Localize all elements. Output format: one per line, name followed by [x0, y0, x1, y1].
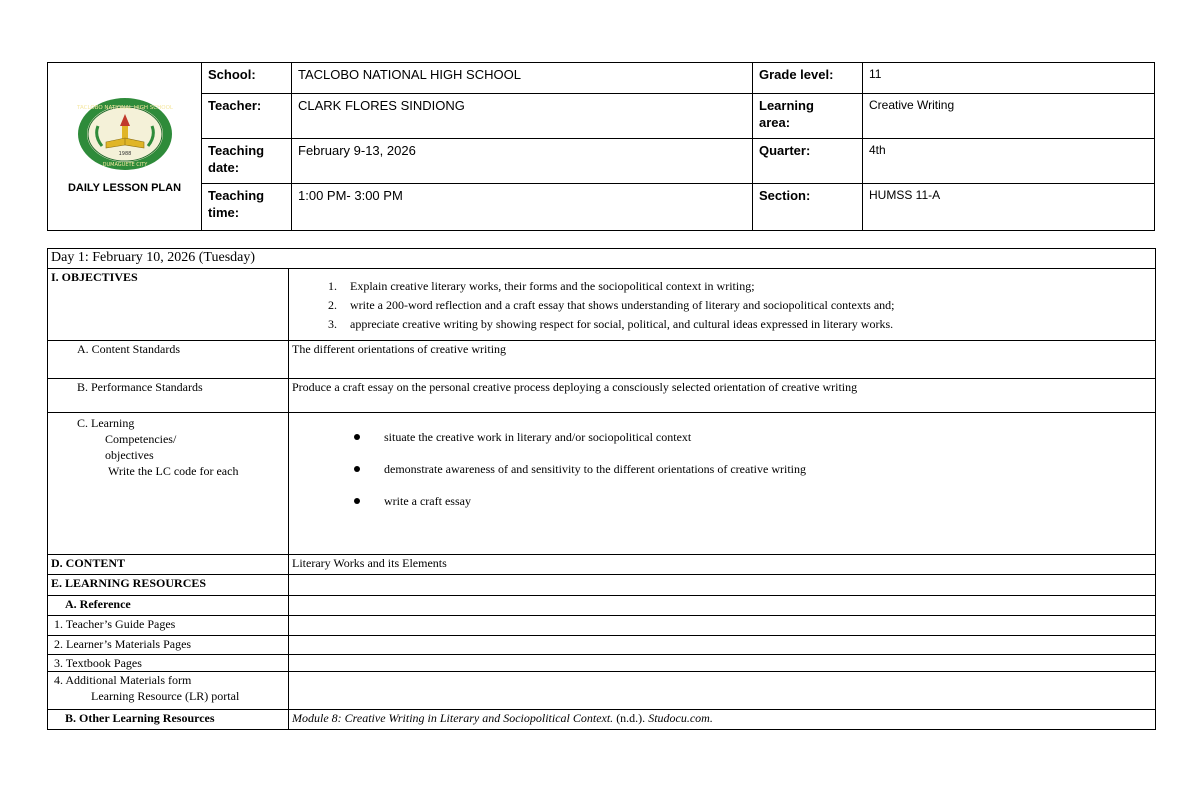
performance-standards-value: Produce a craft essay on the personal creative process deploying a consciously selected orientation of creative writing	[289, 379, 1156, 413]
other-resources-title: Module 8: Creative Writing in Literary and Sociopolitical Context.	[292, 711, 614, 725]
textbook-pages-label-text: 3. Textbook Pages	[54, 656, 142, 670]
teaching-time-label	[202, 184, 292, 231]
competency-text: write a craft essay	[384, 494, 471, 508]
competencies-cell	[289, 413, 1156, 555]
learners-materials-value	[289, 636, 1156, 655]
objective-item: 3. appreciate creative writing by showing respect for social, political, and cultural ideas expressed in literary works.	[340, 315, 1152, 334]
competencies-list	[292, 429, 1152, 509]
grade-level-label: Grade level:	[753, 63, 863, 94]
teaching-time-label-line2: time:	[208, 205, 240, 220]
competencies-label	[48, 413, 289, 555]
competency-text: demonstrate awareness of and sensitivity to the different orientations of creative writing	[384, 462, 806, 476]
teachers-guide-label	[48, 616, 289, 636]
content-standards-value: The different orientations of creative writing	[289, 341, 1156, 379]
section-label: Section:	[753, 184, 863, 231]
performance-standards-label	[48, 379, 289, 413]
bullet-icon	[354, 498, 360, 504]
textbook-pages-value	[289, 655, 1156, 672]
other-resources-date: (n.d.).	[613, 711, 649, 725]
competencies-label-line3: objectives	[105, 448, 154, 462]
lesson-table	[47, 248, 1156, 730]
header-table	[47, 62, 1155, 231]
seal-ring-top-text: TACLOBO NATIONAL HIGH SCHOOL	[76, 105, 173, 111]
competency-text: situate the creative work in literary and/or sociopolitical context	[384, 430, 692, 444]
teaching-date-label-line1: Teaching	[208, 143, 265, 158]
teaching-time-label-line1: Teaching	[208, 188, 265, 203]
teachers-guide-value	[289, 616, 1156, 636]
content-value: Literary Works and its Elements	[289, 555, 1156, 575]
competency-item	[354, 493, 1152, 509]
learning-resources-label: E. LEARNING RESOURCES	[48, 575, 289, 596]
school-seal-icon	[76, 96, 174, 172]
learning-area-label-line1: Learning	[759, 98, 814, 113]
school-value: TACLOBO NATIONAL HIGH SCHOOL	[292, 63, 753, 94]
day-title: Day 1: February 10, 2026 (Tuesday)	[48, 249, 1156, 269]
competencies-label-line1: C. Learning	[77, 416, 135, 430]
reference-label	[48, 596, 289, 616]
teacher-label: Teacher:	[202, 94, 292, 139]
teaching-date-label	[202, 139, 292, 184]
other-resources-label-text: B. Other Learning Resources	[65, 711, 215, 725]
objectives-label: I. OBJECTIVES	[48, 269, 289, 341]
textbook-pages-label	[48, 655, 289, 672]
other-resources-label	[48, 710, 289, 730]
school-label: School:	[202, 63, 292, 94]
additional-materials-label	[48, 672, 289, 710]
learning-area-label-line2: area:	[759, 115, 791, 130]
seal-ring-bottom-text: DUMAGUETE CITY	[102, 162, 147, 168]
teaching-date-value: February 9-13, 2026	[292, 139, 753, 184]
section-value: HUMSS 11-A	[863, 184, 1155, 231]
content-label: D. CONTENT	[48, 555, 289, 575]
teaching-time-value: 1:00 PM- 3:00 PM	[292, 184, 753, 231]
seal-year-text: 1988	[118, 151, 131, 157]
teachers-guide-label-text: 1. Teacher’s Guide Pages	[54, 617, 176, 631]
competency-item	[354, 461, 1152, 477]
reference-label-text: A. Reference	[65, 597, 131, 611]
learners-materials-label	[48, 636, 289, 655]
additional-materials-label-line1: 4. Additional Materials form	[54, 673, 192, 687]
learning-area-value: Creative Writing	[863, 94, 1155, 139]
teaching-date-label-line2: date:	[208, 160, 240, 175]
objective-item: 2. write a 200-word reflection and a craft essay that shows understanding of literary and sociopolitical contexts and;	[340, 296, 1152, 315]
additional-materials-label-line2: Learning Resource (LR) portal	[91, 689, 240, 703]
document-title: DAILY LESSON PLAN	[67, 182, 182, 194]
quarter-label: Quarter:	[753, 139, 863, 184]
performance-standards-label-text: B. Performance Standards	[77, 380, 203, 394]
competencies-label-line2: Competencies/	[105, 432, 177, 446]
bullet-icon	[354, 434, 360, 440]
quarter-value: 4th	[863, 139, 1155, 184]
learners-materials-label-text: 2. Learner’s Materials Pages	[54, 637, 192, 651]
grade-level-value: 11	[863, 63, 1155, 94]
content-standards-label-text: A. Content Standards	[77, 342, 180, 356]
learning-resources-value	[289, 575, 1156, 596]
objectives-cell	[289, 269, 1156, 341]
objective-item: 1. Explain creative literary works, their forms and the sociopolitical context in writing;	[340, 277, 1152, 296]
other-resources-value	[289, 710, 1156, 730]
objectives-list	[292, 277, 1152, 334]
reference-value	[289, 596, 1156, 616]
teacher-value: CLARK FLORES SINDIONG	[292, 94, 753, 139]
additional-materials-value	[289, 672, 1156, 710]
learning-area-label	[753, 94, 863, 139]
other-resources-site: Studocu.com.	[648, 711, 713, 725]
logo-cell	[48, 63, 202, 231]
bullet-icon	[354, 466, 360, 472]
content-standards-label	[48, 341, 289, 379]
competency-item	[354, 429, 1152, 445]
competencies-label-line4: Write the LC code for each	[108, 464, 239, 478]
